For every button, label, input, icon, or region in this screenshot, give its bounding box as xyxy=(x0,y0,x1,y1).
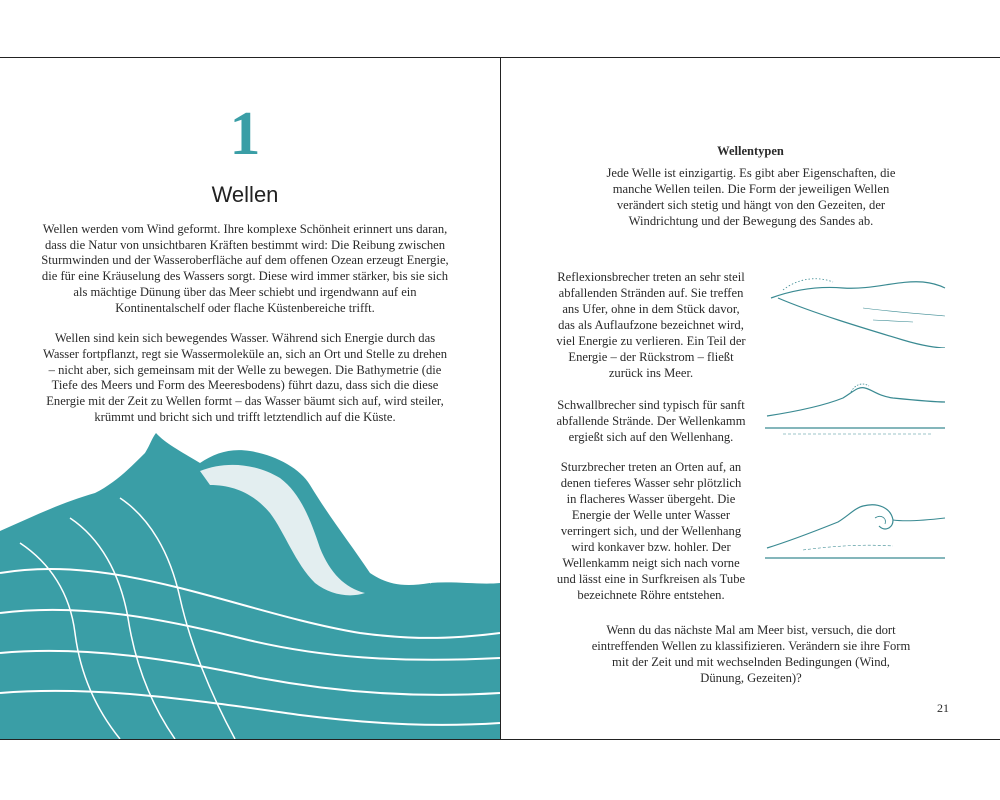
wave-illustration xyxy=(0,423,500,739)
section-heading: Wellentypen xyxy=(717,144,784,158)
paragraph: Wellen werden vom Wind geformt. Ihre komplexe Schönheit erinnert uns daran, dass die Natur von unsichtbaren Kräften bestimmt wird: Die Reibung zwischen Sturmwinden und der Wasseroberfläche auf dem offenen Ozean erzeugt Energie, die für eine Kräuselung des Wassers sorgt. Diese wird immer stärker, bis sie sich als mächtige Dünung über das Meer schiebt und irgendwann auf ein Kontinentalschelf oder flache Küstenbereiche trifft. xyxy=(41,222,449,315)
plunging-breaker-text: Sturzbrecher treten an Orten auf, an denen tieferes Wasser sehr plötzlich in flacheres Wasser übergeht. Die Energie der Welle unter Wasser verringert sich, und der Wellenhang wird konkaver bzw. hohler. Der Wellenkamm neigt sich nach vorne und lässt eine in Surfkreisen als Tube bezeichnete Röhre entstehen. xyxy=(556,460,746,602)
surging-breaker-text: Reflexionsbrecher treten an sehr steil abfallenden Stränden auf. Sie treffen ans Ufer, ohne in dem Stück davor, das als Auflaufzone bezeichnet wird, viel Energie zu verlieren. Ein Teil der Energie – der Rückstrom – fließt zurück ins Meer. xyxy=(556,270,746,380)
right-page xyxy=(501,58,1000,739)
book-spread xyxy=(0,57,1000,740)
chapter-title: Wellen xyxy=(211,182,279,207)
intro-paragraph: Jede Welle ist einzigartig. Es gibt aber Eigenschaften, die manche Wellen teilen. Die Form der jeweiligen Wellen verändert sich stetig und hängt von den Gezeiten, der Windrichtung und der Bewegung des Sandes ab. xyxy=(606,166,896,228)
left-page xyxy=(0,58,500,739)
paragraph: Wellen sind kein sich bewegendes Wasser. Während sich Energie durch das Wasser fortpflanzt, regt sie Wassermoleküle an, sich an Ort und Stelle zu drehen – nicht aber, sich gemeinsam mit der Welle zu bewegen. Die Bathymetrie (die Tiefe des Meers und Form des Meeresbodens) führt dazu, dass sich die diese Energie mit der Zeit zu Wellen formt – das Wasser bäumt sich auf, wird steiler, krümmt und bricht sich und trifft letztendlich auf die Küste. xyxy=(42,331,448,424)
spilling-breaker-sketch xyxy=(763,376,948,446)
surging-breaker-sketch xyxy=(763,268,948,348)
chapter-body xyxy=(40,222,450,440)
plunging-breaker-sketch xyxy=(763,488,948,568)
page-number: 21 xyxy=(937,701,949,715)
closing-paragraph: Wenn du das nächste Mal am Meer bist, versuch, die dort eintreffenden Wellen zu klassifizieren. Verändern sie ihre Form mit der Zeit und mit wechselnden Bedingungen (Wind, Dünung, Gezeiten)? xyxy=(591,623,911,685)
chapter-number: 1 xyxy=(229,100,261,168)
spilling-breaker-text: Schwallbrecher sind typisch für sanft abfallende Strände. Der Wellenkamm ergießt sich auf den Wellenhang. xyxy=(556,398,746,444)
